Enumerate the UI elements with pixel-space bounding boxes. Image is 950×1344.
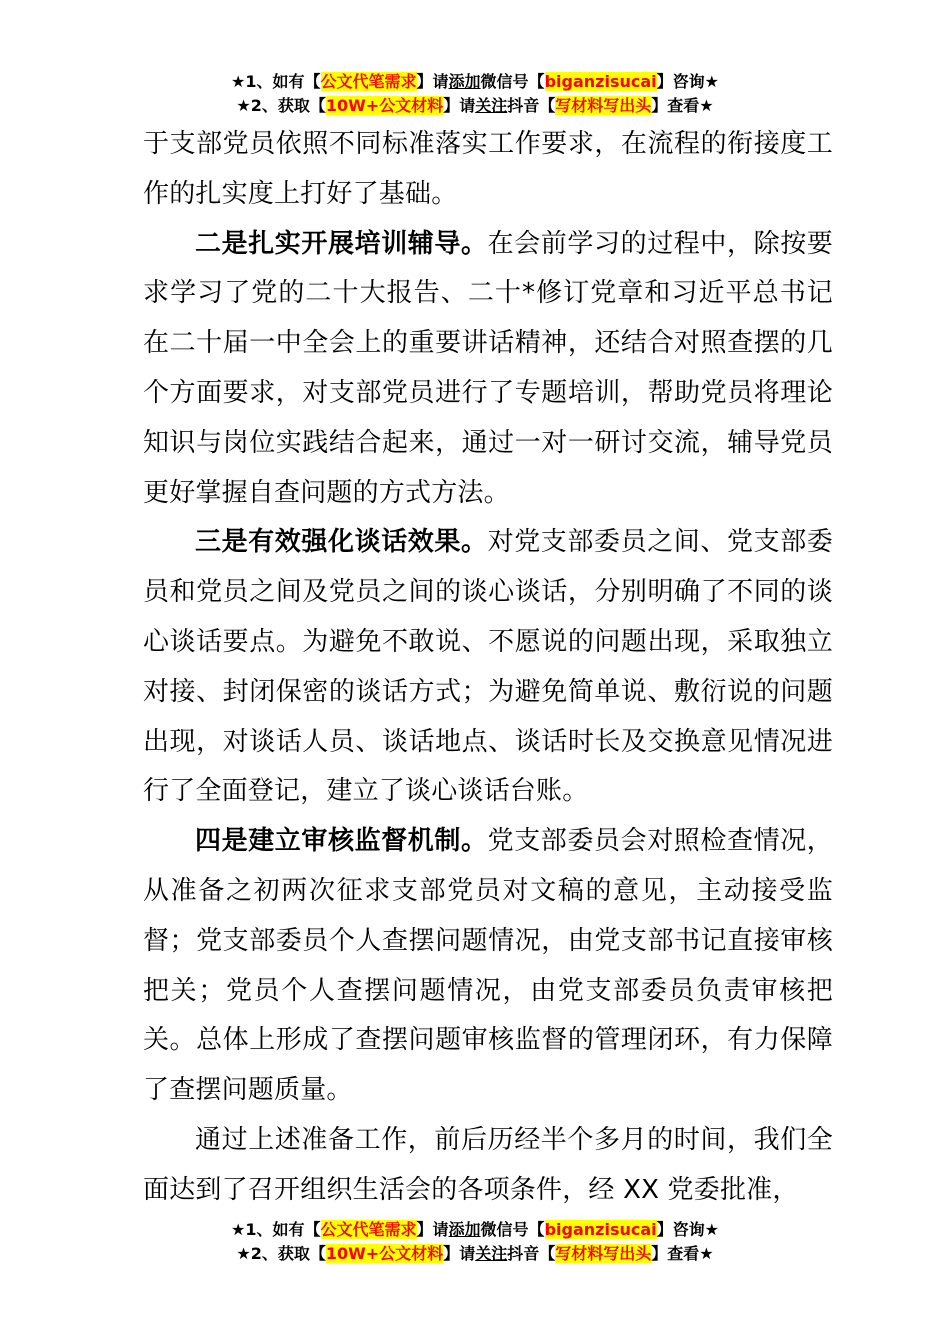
banner-text: 微信号【 [480,1220,545,1239]
banner-text: 抖音【 [507,1244,556,1263]
banner-underlined-text: 添加 [448,1220,481,1239]
banner-text: ★1、如有【 [231,1220,321,1239]
highlight-service: 公文代笔需求 [320,1220,417,1239]
banner-text: 】请 [416,1220,449,1239]
paragraph-text: 通过上述准备工作，前后历经半个多月的时间，我们全面达到了召开组织生活会的各项条件，经 XX 党委批准， [143,1124,833,1205]
banner-text: 抖音【 [507,96,556,115]
banner-underlined-text: 添加 [448,72,481,91]
paragraph-heading: 四是建立审核监督机制。 [195,826,488,857]
paragraph-training [143,220,833,519]
document-body [143,120,833,1216]
banner-text: 】请 [443,96,476,115]
banner-text: ★2、获取【 [236,1244,326,1263]
banner-text: 】咨询★ [656,1220,719,1239]
banner-underlined-text: 关注 [475,96,508,115]
banner-line-2 [0,94,950,118]
banner-text: 】查看★ [651,96,714,115]
banner-text: 】请 [416,72,449,91]
paragraph-heading: 二是扎实开展培训辅导。 [195,228,488,259]
banner-text: 】咨询★ [656,72,719,91]
paragraph-text: 于支部党员依照不同标准落实工作要求，在流程的衔接度工作的扎实度上打好了基础。 [143,129,833,209]
highlight-wechat-id: biganzisucai [544,1220,657,1239]
paragraph-text: 党支部委员会对照检查情况，从准备之初两次征求支部党员对文稿的意见，主动接受监督；党支部委员个人查摆问题情况，由党支部书记直接审核把关；党员个人查摆问题情况，由党支部委员负责审核把关。总体上形成了查摆问题审核监督的管理闭环，有力保障了查摆问题质量。 [143,826,834,1106]
highlight-douyin-account: 写材料写出头 [555,1244,652,1263]
paragraph-continuation [143,120,833,220]
paragraph-heading: 三是有效强化谈话效果。 [195,527,488,558]
paragraph-talks [143,518,833,817]
banner-line-2 [0,1242,950,1266]
banner-text: 】请 [443,1244,476,1263]
header-banner [0,70,950,118]
paragraph-text: 对党支部委员之间、党支部委员和党员之间及党员之间的谈心谈话，分别明确了不同的谈心谈话要点。为避免不敢说、不愿说的问题出现，采取独立对接、封闭保密的谈话方式；为避免简单说、敷衍说的问题出现，对谈话人员、谈话地点、谈话时长及交换意见情况进行了全面登记，建立了谈心谈话台账。 [143,527,834,807]
highlight-douyin-account: 写材料写出头 [555,96,652,115]
banner-underlined-text: 关注 [475,1244,508,1263]
banner-text: ★1、如有【 [231,72,321,91]
paragraph-text: 在会前学习的过程中，除按要求学习了党的二十大报告、二十*修订党章和习近平总书记在二十届一中全会上的重要讲话精神，还结合对照查摆的几个方面要求，对支部党员进行了专题培训，帮助党员将理论知识与岗位实践结合起来，通过一对一研讨交流，辅导党员更好掌握自查问题的方式方法。 [143,228,834,508]
highlight-materials: 10W+公文材料 [325,1244,444,1263]
banner-text: 微信号【 [480,72,545,91]
banner-line-1 [0,1218,950,1242]
footer-banner [0,1218,950,1266]
paragraph-review [143,817,833,1116]
highlight-materials: 10W+公文材料 [325,96,444,115]
highlight-service: 公文代笔需求 [320,72,417,91]
banner-text: 】查看★ [651,1244,714,1263]
paragraph-summary [143,1116,833,1216]
highlight-wechat-id: biganzisucai [544,72,657,91]
banner-text: ★2、获取【 [236,96,326,115]
banner-line-1 [0,70,950,94]
